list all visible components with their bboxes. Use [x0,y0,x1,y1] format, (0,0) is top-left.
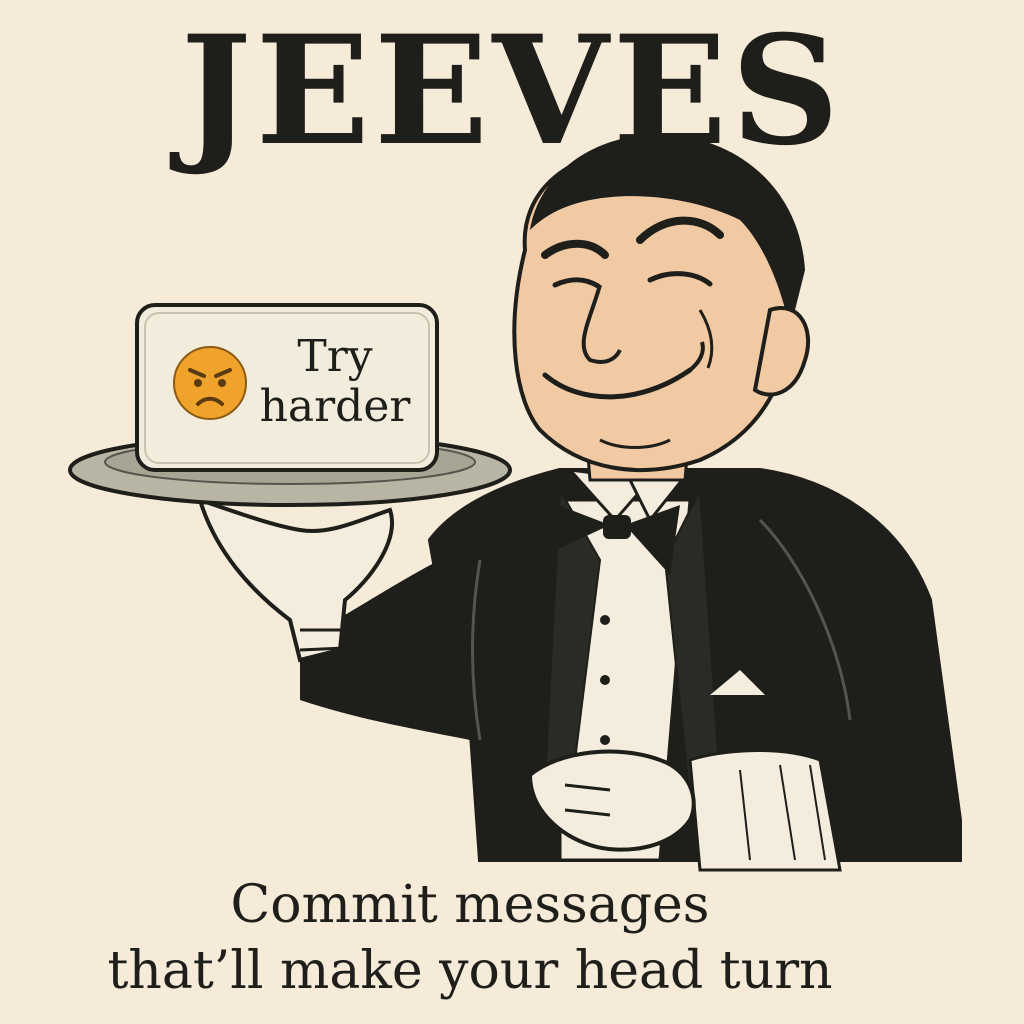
sign-text [250,332,420,432]
angry-face-icon [174,347,246,419]
towel [690,751,840,870]
tagline-line-1: Commit messages [230,875,710,935]
brand-title: JEEVES [180,3,844,179]
tagline [60,872,880,1004]
tagline-line-2: that’ll make your head turn [107,941,833,1001]
butler-head [514,135,808,470]
sign-line-2: harder [259,381,411,432]
sign-line-1: Try [297,331,373,382]
